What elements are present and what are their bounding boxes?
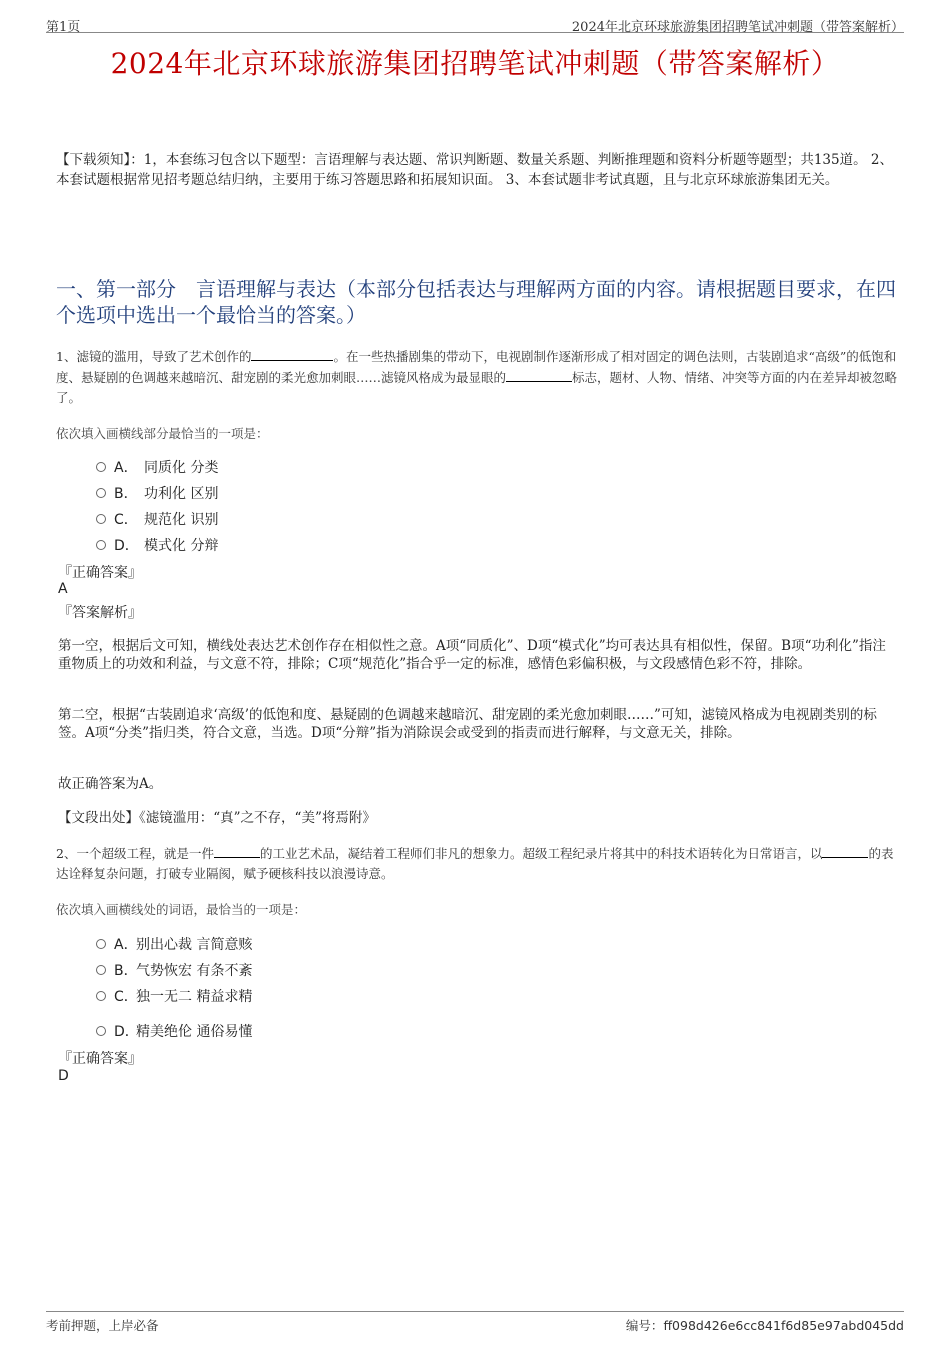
question-1-instruction: 依次填入画横线部分最恰当的一项是： [56,426,269,441]
option-text: 模式化 分辩 [144,538,219,554]
q2-option-a[interactable] [96,934,252,954]
radio-icon[interactable] [96,1026,106,1036]
q1-analysis-conclusion: 故正确答案为A。 [58,776,163,792]
option-text: 规范化 识别 [144,512,219,528]
option-letter: A． [114,460,138,476]
option-text: 精美绝伦 通俗易懂 [136,1024,253,1040]
page-number: 第1页 [46,20,81,35]
q1-answer-label: 『正确答案』 [58,565,142,581]
footer-code: ff098d426e6cc841f6d85e97abd045dd [663,1318,904,1333]
header-doc-title: 2024年北京环球旅游集团招聘笔试冲刺题（带答案解析） [571,20,904,35]
footer-slogan: 考前押题，上岸必备 [46,1318,159,1333]
q1-option-c[interactable] [96,509,218,529]
answer-blank [822,843,868,858]
answer-blank [214,843,260,858]
section-heading: 一、第一部分 言语理解与表达（本部分包括表达与理解两方面的内容。请根据题目要求，在四个选项中选出一个最恰当的答案。） [56,277,896,327]
answer-blank [251,346,333,361]
q1-answer: A [58,581,68,597]
page-footer [46,1311,904,1333]
q2-option-b[interactable] [96,960,252,980]
radio-icon[interactable] [96,991,106,1001]
option-letter: C． [114,989,138,1005]
option-text: 功利化 区别 [144,486,219,502]
q1-analysis-label: 『答案解析』 [58,605,142,621]
q1-analysis-paragraph: 第一空，根据后文可知，横线处表达艺术创作存在相似性之意。A项“同质化”、D项“模式化”均可表达具有相似性，保留。B项“功利化”指注重物质上的功效和利益，与文意不符，排除；C项“规范化”指合乎一定的标准，感情色彩偏积极，与文段感情色彩不符，排除。 [58,638,886,672]
q1-option-a[interactable] [96,457,218,477]
q1-source: 【文段出处】《滤镜滥用：“真”之不存，“美”将焉附》 [58,810,376,826]
download-notice: 【下载须知】：1，本套练习包含以下题型：言语理解与表达题、常识判断题、数量关系题、判断推理题和资料分析题等题型；共135道。 2、本套试题根据常见招考题总结归纳，主要用于练习答题思路和拓展知识面。 3、本套试题非考试真题，且与北京环球旅游集团无关。 [56,152,893,188]
option-text: 独一无二 精益求精 [136,989,253,1005]
q1-analysis-paragraph: 第二空，根据“古装剧追求‘高级’的低饱和度、悬疑剧的色调越来越暗沉、甜宠剧的柔光愈加刺眼……”可知，滤镜风格成为电视剧类别的标签。A项“分类”指归类，符合文意，当选。D项“分辩”指为消除误会或受到的指责而进行解释，与文意无关，排除。 [58,707,877,741]
question-1-stem [56,346,898,408]
option-text: 别出心裁 言简意赅 [136,937,253,953]
footer-code-block [626,1316,904,1334]
q2-answer: D [58,1068,69,1084]
question-1-stem-part: 1、滤镜的滥用，导致了艺术创作的 [56,349,252,364]
q1-option-d[interactable] [96,535,218,555]
q2-option-c[interactable] [96,986,252,1006]
question-2-instruction: 依次填入画横线处的词语，最恰当的一项是： [56,902,307,917]
q1-option-b[interactable] [96,483,218,503]
question-1-stem-part: 。在一些热播剧集的带动下，电视剧制作逐渐形成了相对固定的调色法则，古装剧追求“高级”的低饱和度、悬疑剧的色调越来越暗沉、甜宠剧的柔光愈加刺眼……滤镜风格成为最显眼的 [56,349,897,385]
q2-option-d[interactable] [96,1021,252,1041]
radio-icon[interactable] [96,965,106,975]
radio-icon[interactable] [96,514,106,524]
option-letter: D． [114,538,139,554]
option-text: 同质化 分类 [144,460,219,476]
question-2-stem-part: 的表达诠释复杂问题，打破专业隔阂，赋予硬核科技以浪漫诗意。 [56,846,894,881]
radio-icon[interactable] [96,540,106,550]
option-letter: B． [114,486,138,502]
question-2-stem [56,843,898,884]
option-letter: B． [114,963,138,979]
option-text: 气势恢宏 有条不紊 [136,963,253,979]
footer-code-label: 编号： [625,1318,664,1333]
page-title: 2024年北京环球旅游集团招聘笔试冲刺题（带答案解析） [110,47,840,80]
radio-icon[interactable] [96,939,106,949]
question-2-stem-part: 的工业艺术品，凝结着工程师们非凡的想象力。超级工程纪录片将其中的科技术语转化为日常语言，以 [259,846,823,861]
option-letter: A． [114,937,138,953]
question-2-stem-part: 2、一个超级工程，就是一件 [56,846,214,861]
question-1-stem-part: 标志，题材、人物、情绪、冲突等方面的内在差异却被忽略了。 [56,370,898,405]
answer-blank [506,367,572,382]
option-letter: C． [114,512,138,528]
page-header [46,14,904,33]
q2-answer-label: 『正确答案』 [58,1051,142,1067]
radio-icon[interactable] [96,488,106,498]
radio-icon[interactable] [96,462,106,472]
option-letter: D． [114,1024,139,1040]
